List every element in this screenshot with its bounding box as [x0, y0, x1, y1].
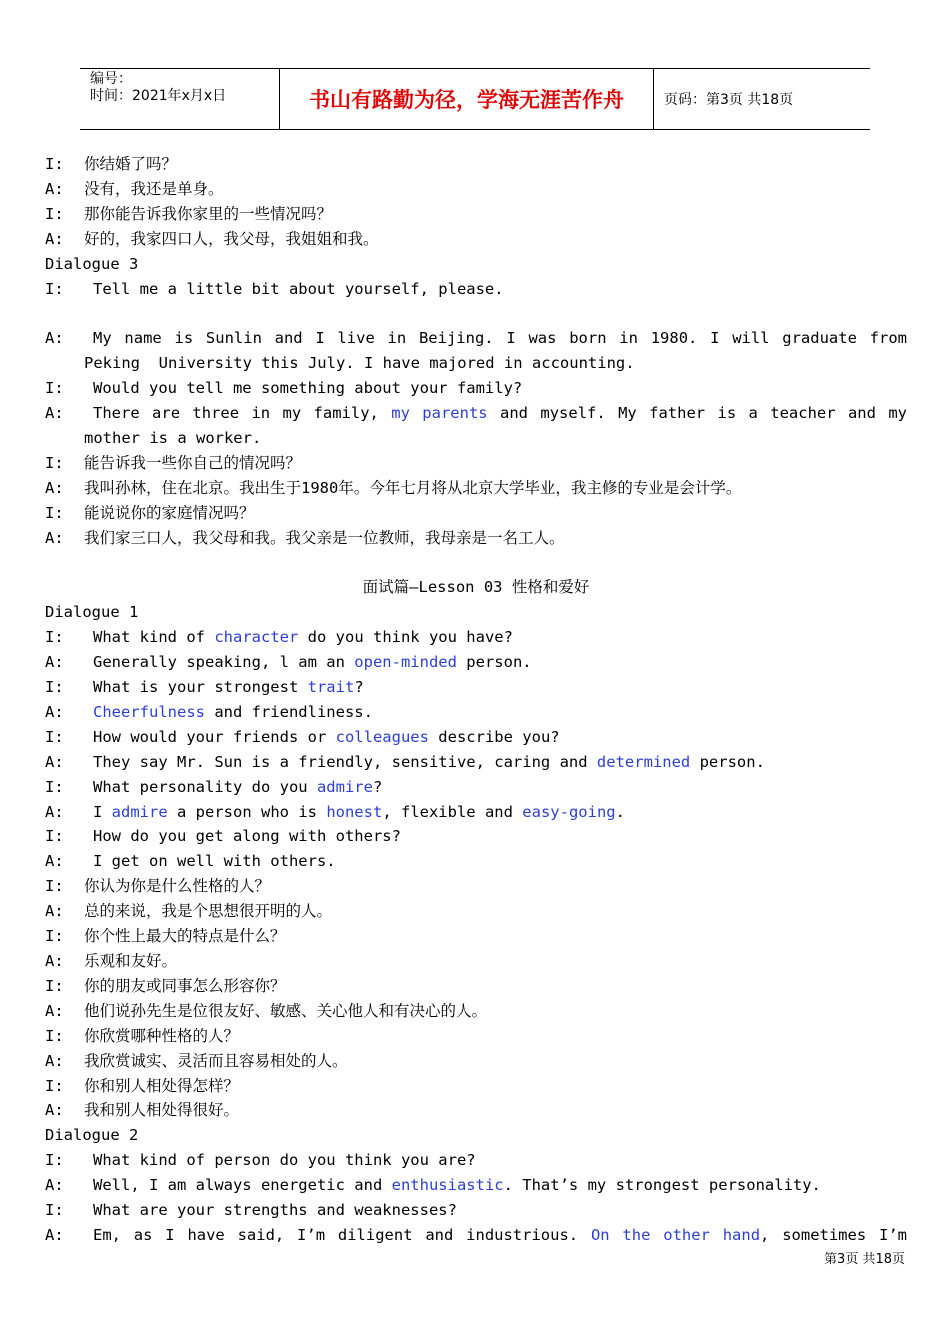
dialogue-line: [45, 227, 907, 252]
line-text: 你个性上最大的特点是什么？: [84, 927, 286, 946]
speaker: I:: [45, 279, 64, 298]
dialogue-line: [45, 376, 907, 401]
line-text: How would your friends or colleagues describe you?: [93, 727, 560, 746]
line-text: They say Mr. Sun is a friendly, sensitive, caring and determined person.: [93, 752, 765, 771]
dialogue-line: [45, 501, 907, 526]
speaker: A:: [45, 229, 64, 248]
dialogue-line: [45, 1173, 907, 1198]
dialogue-line: [45, 949, 907, 974]
highlight-term: determined: [596, 752, 691, 771]
speaker: A:: [45, 1101, 64, 1120]
highlight-term: honest: [326, 802, 383, 821]
line-text: 我和别人相处得很好。: [84, 1101, 240, 1120]
speaker: A:: [45, 653, 64, 672]
dialogue-line: [45, 725, 907, 750]
speaker: I:: [45, 155, 64, 173]
dialogue-line: [45, 625, 907, 650]
line-text: 我叫孙林，住在北京。我出生于1980年。今年七月将从北京大学毕业，我主修的专业是会计学。: [84, 478, 742, 497]
speaker: A:: [45, 702, 64, 721]
line-text: 我们家三口人，我父母和我。我父亲是一位教师，我母亲是一名工人。: [84, 528, 565, 547]
highlight-term: my parents: [391, 404, 488, 423]
line-text: 我欣赏诚实、灵活而且容易相处的人。: [84, 1051, 348, 1070]
line-text: 没有，我还是单身。: [84, 179, 224, 198]
line-text: 你和别人相处得怎样？: [84, 1076, 240, 1095]
spacer: [45, 301, 907, 326]
speaker: A:: [45, 852, 64, 871]
dialogue-line: [45, 1074, 907, 1099]
speaker: I:: [45, 777, 64, 796]
line-text: 乐观和友好。: [84, 951, 178, 970]
line-text: There are three in my family, my parents and myself. My father is a teacher and my: [93, 404, 907, 423]
dialogue-line: [45, 476, 907, 501]
dialogue-continuation: [45, 426, 907, 451]
line-text: 能说说你的家庭情况吗？: [84, 503, 255, 522]
speaker: A:: [45, 528, 64, 547]
line-text: 总的来说，我是个思想很开明的人。: [84, 902, 333, 921]
line-text: How do you get along with others?: [93, 827, 401, 846]
highlight-term: enthusiastic: [391, 1176, 504, 1195]
line-text: I get on well with others.: [93, 852, 336, 871]
line-text: 好的，我家四口人，我父母，我姐姐和我。: [84, 229, 379, 248]
line-text: Would you tell me something about your family?: [93, 379, 523, 398]
dialogue-heading: Dialogue 3: [45, 254, 139, 273]
line-text: 能告诉我一些你自己的情况吗？: [84, 453, 302, 472]
highlight-term: open-minded: [354, 653, 457, 672]
dialogue-line: [45, 899, 907, 924]
dialogue-line: [45, 1198, 907, 1223]
speaker: I:: [45, 204, 64, 223]
speaker: I:: [45, 1151, 64, 1170]
speaker: I:: [45, 827, 64, 846]
line-text: What kind of person do you think you are?: [93, 1151, 476, 1170]
line-text: Well, I am always energetic and enthusiastic. That’s my strongest personality.: [93, 1176, 821, 1195]
highlight-term: easy-going: [522, 802, 616, 821]
dialogue-line: [45, 401, 907, 426]
spacer: [45, 550, 907, 575]
highlight-term: admire: [111, 802, 168, 821]
line-text: 那你能告诉我你家里的一些情况吗？: [84, 204, 333, 223]
highlight-term: trait: [307, 678, 355, 696]
speaker: I:: [45, 628, 64, 647]
header-motto: 书山有路勤为径，学海无涯苦作舟: [280, 69, 654, 129]
speaker: A:: [45, 902, 64, 921]
dialogue-line: [45, 526, 907, 551]
speaker: A:: [45, 404, 64, 423]
lesson-title: 面试篇—Lesson 03 性格和爱好: [362, 578, 590, 597]
highlight-term: character: [214, 628, 299, 647]
highlight-term: Cheerfulness: [93, 702, 205, 721]
page-footer: 第3页 共18页: [824, 1252, 905, 1267]
serial-label: 编号：: [90, 71, 132, 87]
dialogue-line: [45, 974, 907, 999]
dialogue-line: [45, 800, 907, 825]
dialogue-line: [45, 202, 907, 227]
dialogue-line: [45, 451, 907, 476]
header-meta: [80, 69, 280, 129]
dialogue-line: [45, 924, 907, 949]
speaker: A:: [45, 1051, 64, 1070]
dialogue-line: [45, 177, 907, 202]
dialogue-continuation: [45, 351, 907, 376]
speaker: I:: [45, 1026, 64, 1045]
speaker: A:: [45, 1176, 64, 1195]
highlight-term: colleagues: [335, 727, 429, 746]
page-header: [80, 68, 870, 130]
speaker: I:: [45, 976, 64, 995]
highlight-term: admire: [316, 777, 373, 796]
document-body: [45, 152, 907, 1248]
speaker: A:: [45, 329, 64, 348]
dialogue-line: [45, 750, 907, 775]
dialogue-line: [45, 152, 907, 177]
dialogue-line: [45, 874, 907, 899]
line-text: 你认为你是什么性格的人？: [84, 877, 271, 896]
dialogue-line: [45, 650, 907, 675]
speaker: I:: [45, 379, 64, 398]
dialogue-line: [45, 326, 907, 351]
header-page-info: 页码：第3页 共18页: [664, 92, 794, 108]
line-text: 你欣赏哪种性格的人？: [84, 1026, 240, 1045]
line-text: My name is Sunlin and I live in Beijing. I was born in 1980. I will graduate from: [93, 329, 907, 348]
dialogue-heading: Dialogue 1: [45, 603, 139, 622]
speaker: I:: [45, 877, 64, 896]
line-text: Peking University this July. I have majored in accounting.: [84, 354, 635, 373]
line-text: Em, as I have said, I’m diligent and industrious. On the other hand, sometimes I’m: [93, 1225, 907, 1244]
speaker: I:: [45, 503, 64, 522]
line-text: What kind of character do you think you have?: [93, 628, 513, 647]
speaker: A:: [45, 1001, 64, 1020]
dialogue-line: [45, 277, 907, 302]
speaker: A:: [45, 478, 64, 497]
speaker: A:: [45, 1225, 64, 1244]
speaker: A:: [45, 802, 64, 821]
dialogue-line: [45, 700, 907, 725]
highlight-term: On the other hand: [590, 1225, 761, 1244]
dialogue-line: [45, 1049, 907, 1074]
dialogue-line: [45, 1098, 907, 1123]
dialogue-line: [45, 999, 907, 1024]
dialogue-line: [45, 775, 907, 800]
speaker: A:: [45, 179, 64, 198]
line-text: I admire a person who is honest, flexible and easy-going.: [93, 802, 625, 821]
line-text: Generally speaking, l am an open-minded person.: [93, 653, 532, 672]
time-label: 时间：2021年x月x日: [90, 88, 227, 104]
speaker: I:: [45, 453, 64, 472]
dialogue-line: [45, 1024, 907, 1049]
line-text: mother is a worker.: [84, 428, 262, 447]
dialogue-line: [45, 1223, 907, 1248]
line-text: 你结婚了吗？: [84, 155, 178, 173]
dialogue-line: [45, 1148, 907, 1173]
line-text: What is your strongest trait?: [93, 678, 364, 696]
line-text: Cheerfulness and friendliness.: [93, 702, 373, 721]
line-text: 他们说孙先生是位很友好、敏感、关心他人和有决心的人。: [84, 1001, 488, 1020]
speaker: I:: [45, 1076, 64, 1095]
dialogue-line: [45, 675, 907, 700]
dialogue-line: [45, 824, 907, 849]
line-text: Tell me a little bit about yourself, please.: [93, 279, 504, 298]
line-text: 你的朋友或同事怎么形容你？: [84, 976, 286, 995]
speaker: A:: [45, 752, 64, 771]
speaker: I:: [45, 927, 64, 946]
speaker: I:: [45, 727, 64, 746]
dialogue-line: [45, 849, 907, 874]
speaker: I:: [45, 678, 64, 696]
line-text: What personality do you admire?: [93, 777, 383, 796]
dialogue-heading: Dialogue 2: [45, 1126, 139, 1145]
line-text: What are your strengths and weaknesses?: [93, 1201, 457, 1220]
speaker: I:: [45, 1201, 64, 1220]
speaker: A:: [45, 951, 64, 970]
